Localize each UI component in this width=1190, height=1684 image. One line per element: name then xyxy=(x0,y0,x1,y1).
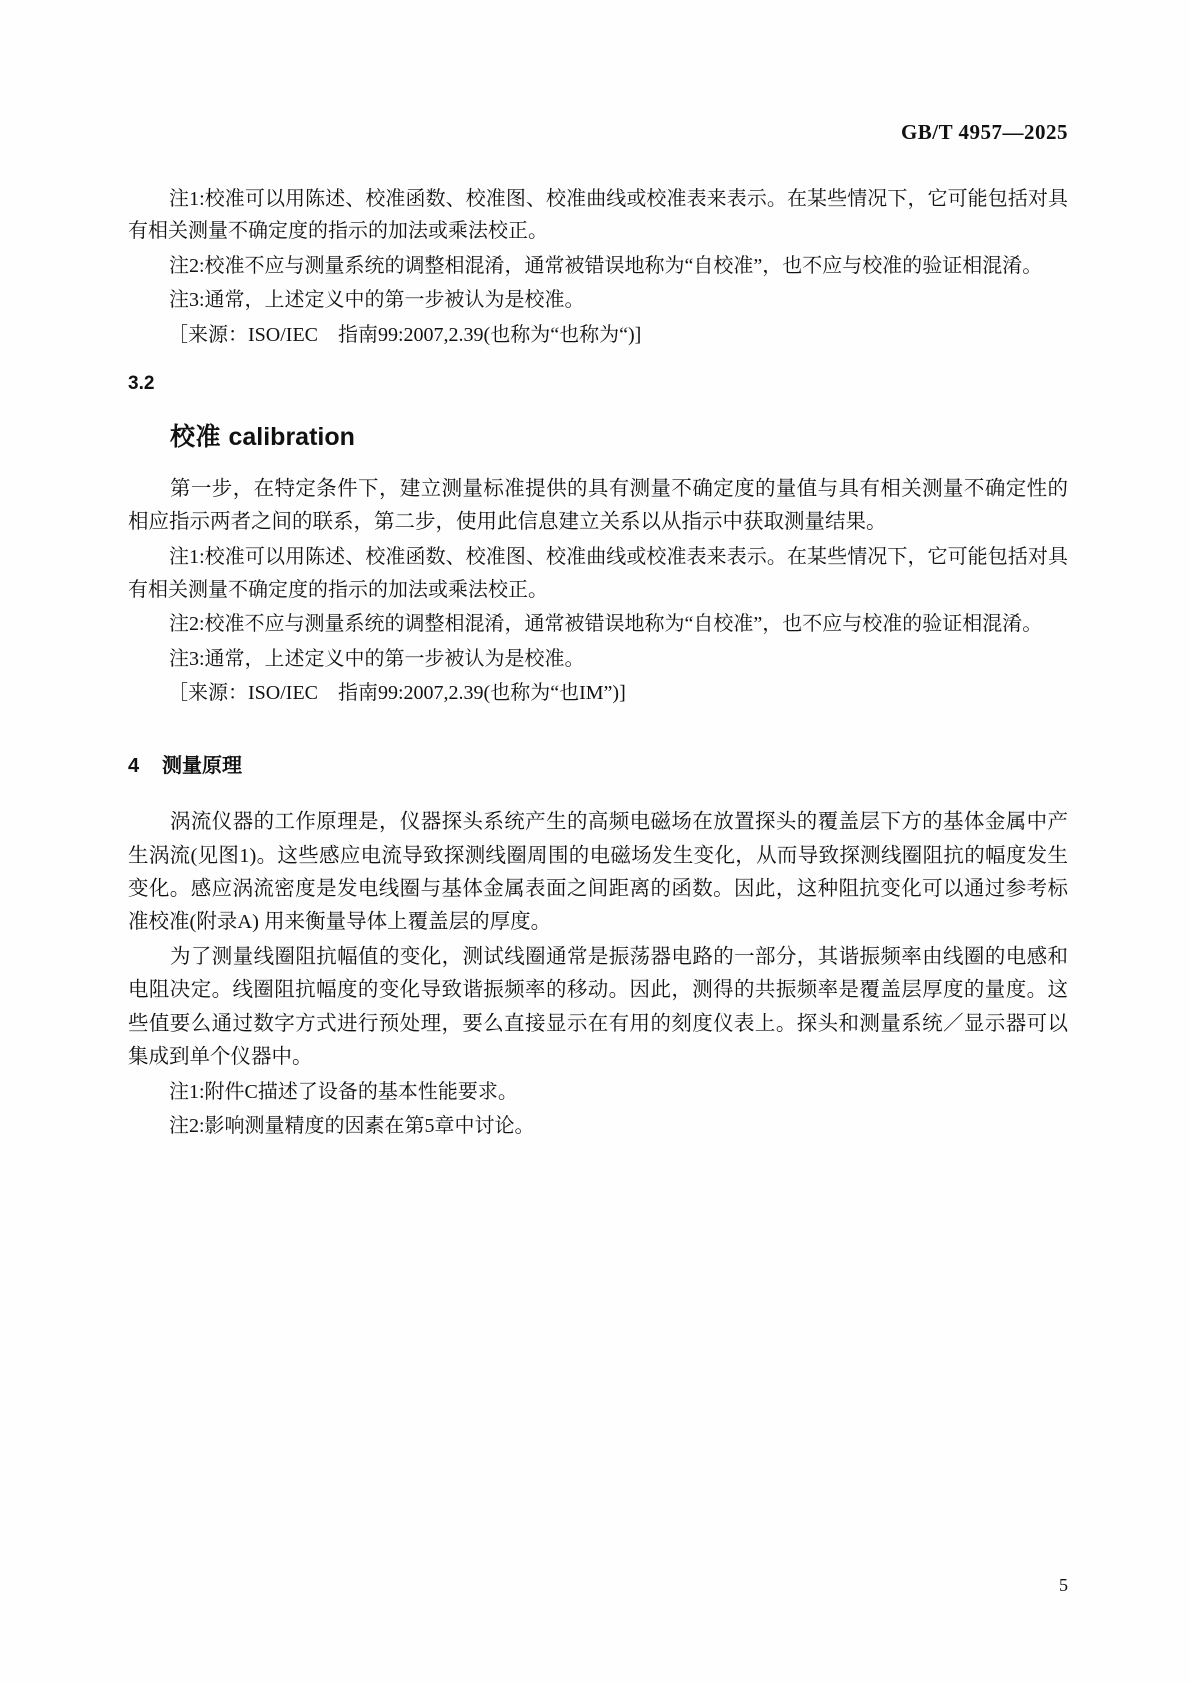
term-title-cn: 校准 xyxy=(170,422,222,451)
term-note-2: 注2:校准不应与测量系统的调整相混淆，通常被错误地称为“自校准”，也不应与校准的验证相混淆。 xyxy=(169,613,1043,636)
section-number-4: 4 xyxy=(128,755,140,778)
section4-paragraph-1: 涡流仪器的工作原理是，仪器探头系统产生的高频电磁场在放置探头的覆盖层下方的基体金属中产生涡流(见图1)。这些感应电流导致探测线圈周围的电磁场发生变化，从而导致探测线圈阻抗的幅度发生变化。感应涡流密度是发电线圈与基体金属表面之间距离的函数。因此，这种阻抗变化可以通过参考标准校准(附录A) 用来衡量导体上覆盖层的厚度。 xyxy=(128,811,1068,933)
clause-number-3-2: 3.2 xyxy=(128,372,155,394)
term-definition: 第一步，在特定条件下，建立测量标准提供的具有测量不确定度的量值与具有相关测量不确定性的相应指示两者之间的联系，第二步，使用此信息建立关系以从指示中获取测量结果。 xyxy=(128,477,1068,534)
page-header-standard-code: GB/T 4957—2025 xyxy=(900,120,1068,144)
term-note-1: 注1:校准可以用陈述、校准函数、校准图、校准曲线或校准表来表示。在某些情况下，它可能包括对具有相关测量不确定度的指示的加法或乘法校正。 xyxy=(128,546,1068,601)
section-heading-4 xyxy=(128,749,1068,778)
term-title-en: calibration xyxy=(228,422,355,451)
term-note-3: 注3:通常，上述定义中的第一步被认为是校准。 xyxy=(169,647,585,670)
term-title xyxy=(170,417,1068,453)
top-note-3: 注3:通常，上述定义中的第一步被认为是校准。 xyxy=(169,289,585,312)
section4-note-1: 注1:附件C描述了设备的基本性能要求。 xyxy=(169,1080,518,1103)
section-title-4: 测量原理 xyxy=(162,755,242,778)
top-note-2: 注2:校准不应与测量系统的调整相混淆，通常被错误地称为“自校准”，也不应与校准的验证相混淆。 xyxy=(169,254,1043,277)
page-content xyxy=(128,120,1068,1145)
section4-note-2: 注2:影响测量精度的因素在第5章中讨论。 xyxy=(169,1115,535,1138)
section4-paragraph-2: 为了测量线圈阻抗幅值的变化，测试线圈通常是振荡器电路的一部分，其谐振频率由线圈的电感和电阻决定。线圈阻抗幅度的变化导致谐振频率的移动。因此，测得的共振频率是覆盖层厚度的量度。这些值要么通过数字方式进行预处理，要么直接显示在有用的刻度仪表上。探头和测量系统／显示器可以集成到单个仪器中。 xyxy=(128,946,1068,1068)
page-number: 5 xyxy=(1059,1575,1068,1595)
term-source-reference: ［来源：ISO/IEC 指南99:2007,2.39(也称为“也IM”)] xyxy=(168,681,626,704)
top-note-1: 注1:校准可以用陈述、校准函数、校准图、校准曲线或校准表来表示。在某些情况下，它可能包括对具有相关测量不确定度的指示的加法或乘法校正。 xyxy=(128,188,1068,243)
top-source-reference: ［来源：ISO/IEC 指南99:2007,2.39(也称为“也称为“)] xyxy=(168,323,642,346)
